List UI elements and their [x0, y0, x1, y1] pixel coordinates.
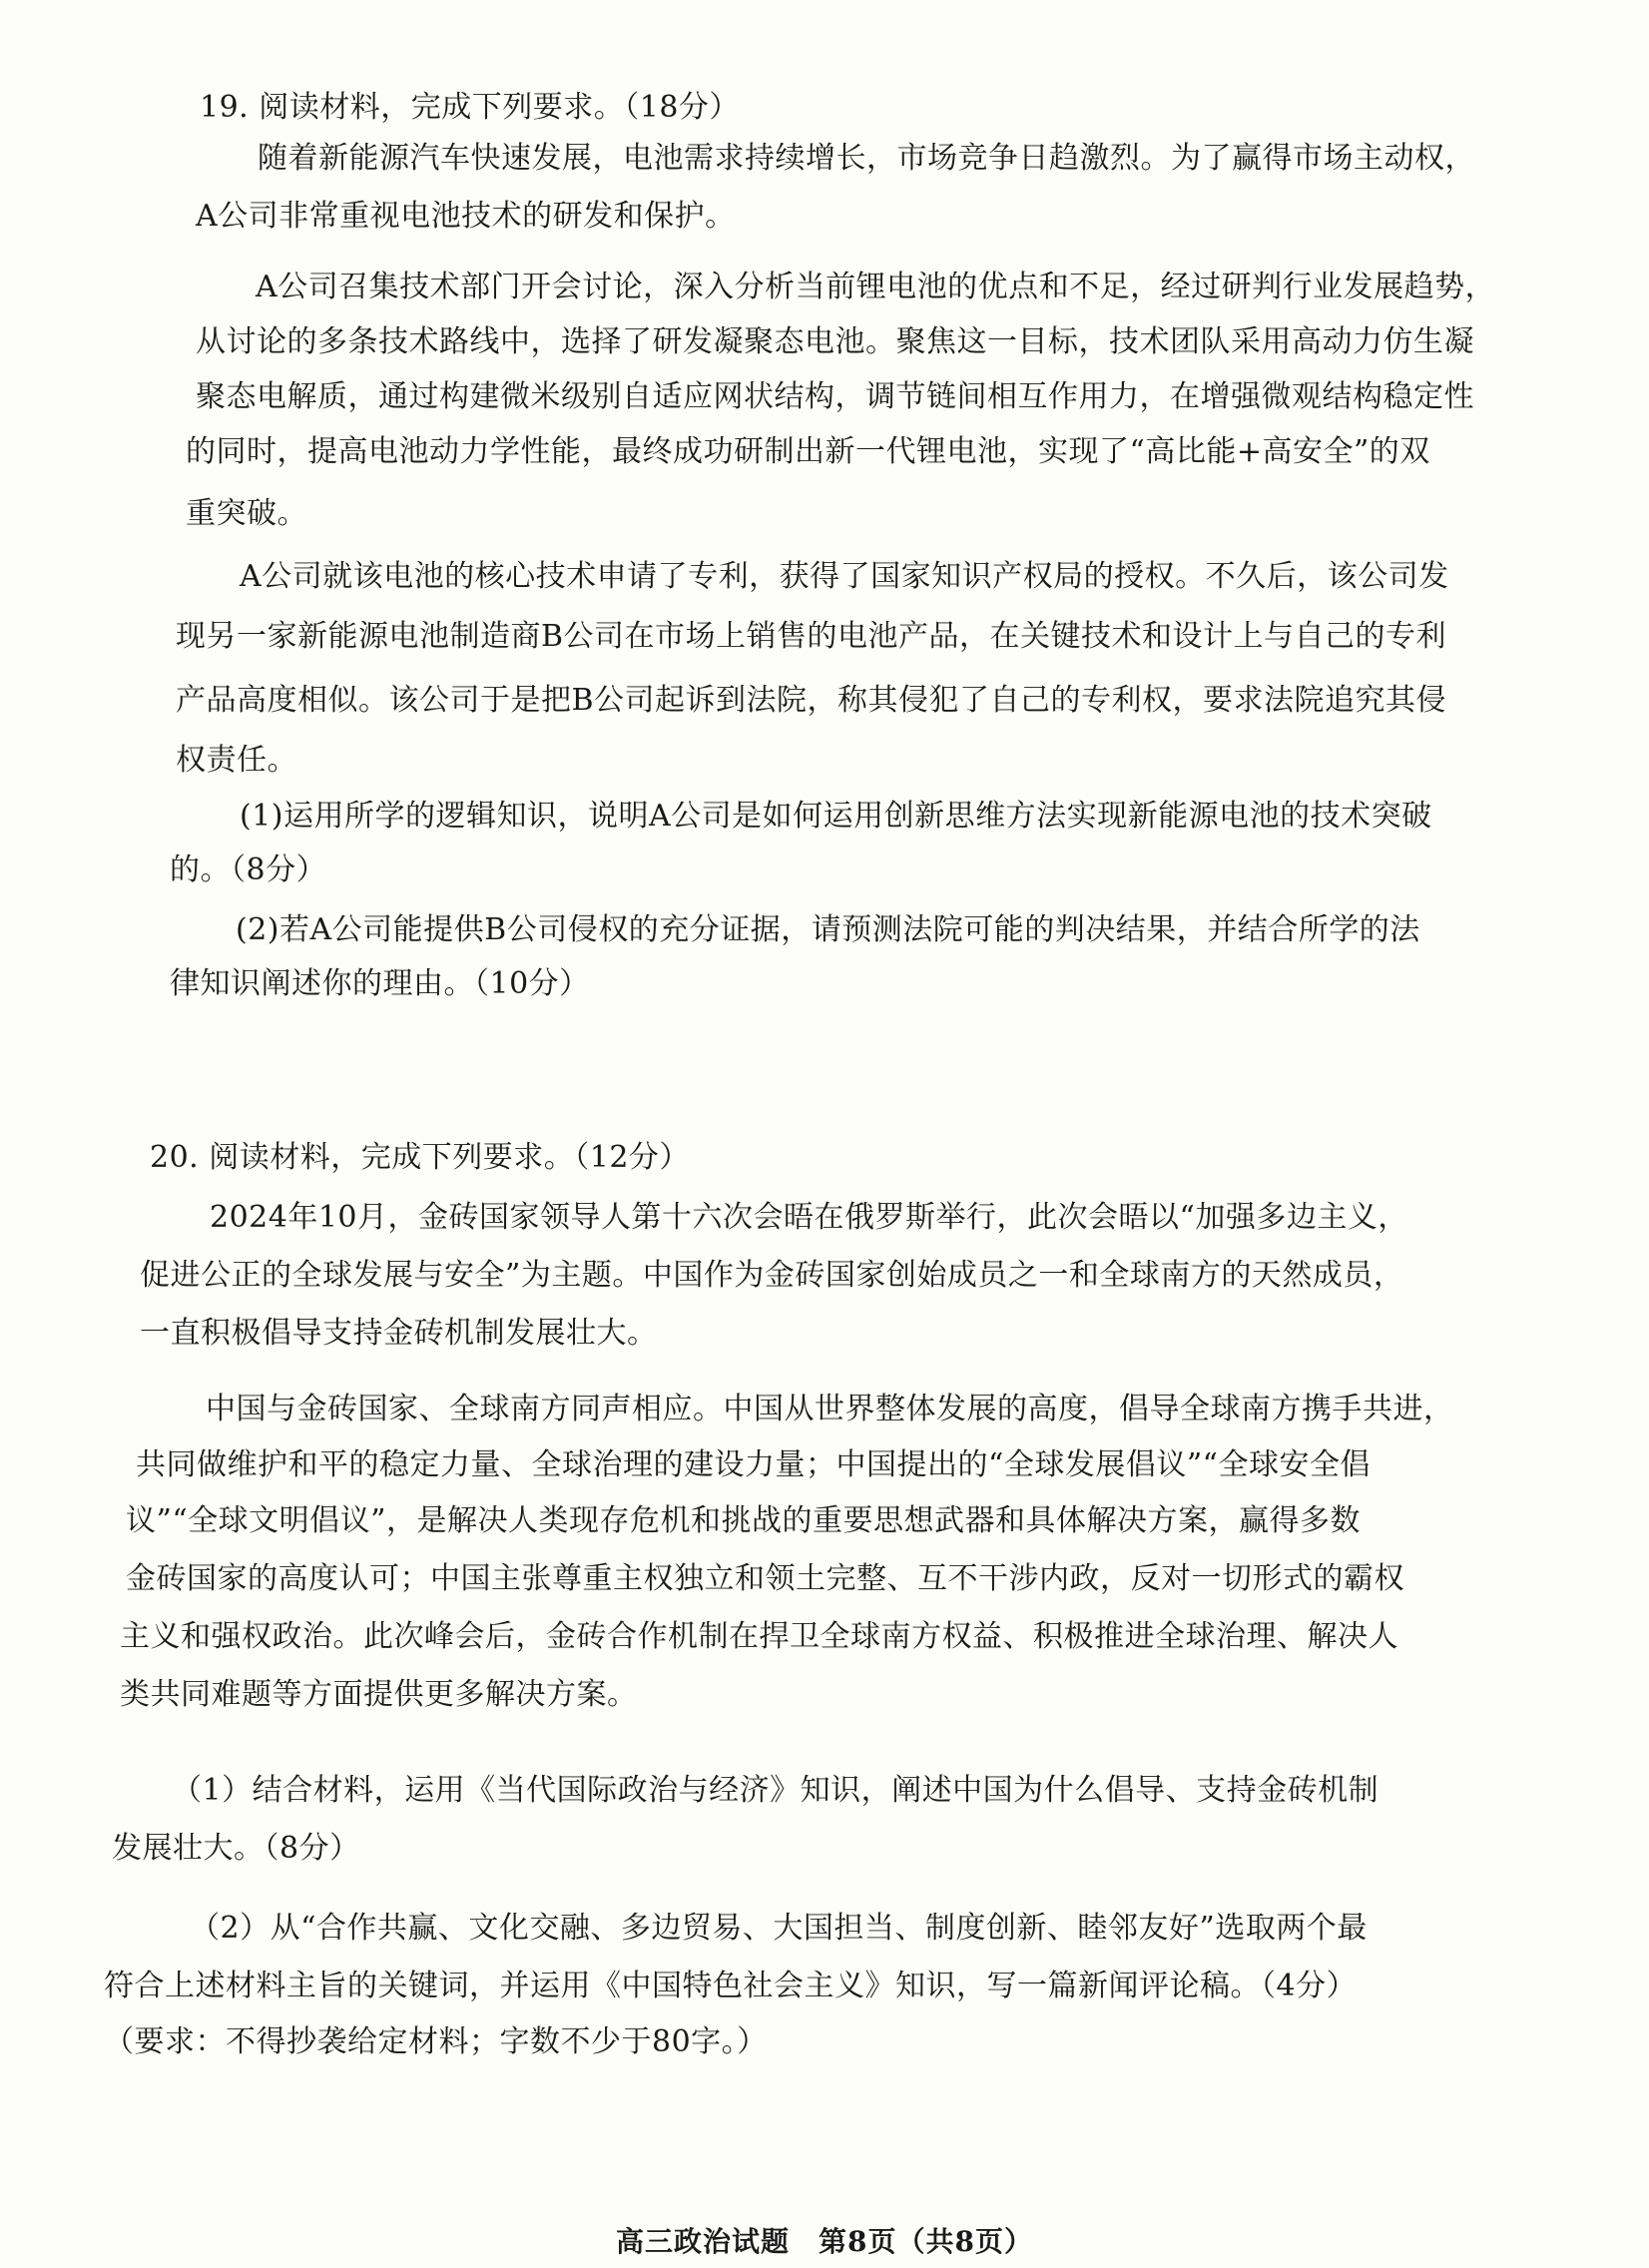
q20-heading: 20. 阅读材料，完成下列要求。（12分） [150, 1140, 690, 1175]
q20-sub1-line2: 发展壮大。（8分） [112, 1831, 360, 1866]
q20-sub1-line1: （1）结合材料，运用《当代国际政治与经济》知识，阐述中国为什么倡导、支持金砖机制 [172, 1773, 1379, 1808]
q19-p2-line3: 聚态电解质，通过构建微米级别自适应网状结构，调节链间相互作用力，在增强微观结构稳定性 [196, 379, 1474, 414]
q19-p2-line5: 重突破。 [186, 496, 307, 531]
q20-p2-line4: 金砖国家的高度认可；中国主张尊重主权独立和领土完整、互不干涉内政，反对一切形式的霸权 [126, 1561, 1404, 1596]
q19-p1-line2: A公司非常重视电池技术的研发和保护。 [196, 199, 736, 234]
q19-sub2-line1: (2)若A公司能提供B公司侵权的充分证据，请预测法院可能的判决结果，并结合所学的法 [236, 912, 1420, 947]
q20-sub2-line2: 符合上述材料主旨的关键词，并运用《中国特色社会主义》知识，写一篇新闻评论稿。（4分） [104, 1969, 1358, 2003]
q19-p2-line1: A公司召集技术部门开会讨论，深入分析当前锂电池的优点和不足，经过研判行业发展趋势， [256, 270, 1496, 304]
q19-p1-line1: 随着新能源汽车快速发展，电池需求持续增长，市场竞争日趋激烈。为了赢得市场主动权， [258, 141, 1475, 176]
page-footer: 高三政治试题 第8页（共8页） [616, 2225, 1033, 2258]
q20-p2-line5: 主义和强权政治。此次峰会后，金砖合作机制在捍卫全球南方权益、积极推进全球治理、解决人 [120, 1619, 1398, 1654]
q19-p3-line2: 现另一家新能源电池制造商B公司在市场上销售的电池产品，在关键技术和设计上与自己的专利 [176, 619, 1447, 654]
q20-sub2-line3: （要求：不得抄袭给定材料；字数不少于80字。） [104, 2024, 768, 2059]
q20-p2-line3: 议”“全球文明倡议”，是解决人类现存危机和挑战的重要思想武器和具体解决方案，赢得多数 [126, 1503, 1362, 1538]
q19-sub1-line2: 的。（8分） [170, 852, 327, 887]
q20-p1-line2: 促进公正的全球发展与安全”为主题。中国作为金砖国家创始成员之一和全球南方的天然成员， [140, 1258, 1404, 1293]
q20-p2-line6: 类共同难题等方面提供更多解决方案。 [120, 1677, 638, 1712]
q19-p3-line3: 产品高度相似。该公司于是把B公司起诉到法院，称其侵犯了自己的专利权，要求法院追究其侵 [176, 683, 1447, 718]
q19-p2-line4: 的同时，提高电池动力学性能，最终成功研制出新一代锂电池，实现了“高比能+高安全”的双 [186, 434, 1430, 469]
q20-p2-line1: 中国与金砖国家、全球南方同声相应。中国从世界整体发展的高度，倡导全球南方携手共进， [206, 1392, 1454, 1426]
q19-heading: 19. 阅读材料，完成下列要求。（18分） [200, 90, 740, 125]
q19-p2-line2: 从讨论的多条技术路线中，选择了研发凝聚态电池。聚焦这一目标，技术团队采用高动力仿生凝 [196, 324, 1474, 359]
q19-p3-line1: A公司就该电池的核心技术申请了专利，获得了国家知识产权局的授权。不久后，该公司发 [240, 559, 1449, 594]
q20-p1-line1: 2024年10月，金砖国家领导人第十六次会晤在俄罗斯举行，此次会晤以“加强多边主义， [210, 1200, 1408, 1235]
q19-p3-line4: 权责任。 [176, 743, 297, 778]
q19-sub1-line1: (1)运用所学的逻辑知识，说明A公司是如何运用创新思维方法实现新能源电池的技术突破 [240, 799, 1432, 834]
q20-sub2-line1: （2）从“合作共赢、文化交融、多边贸易、大国担当、制度创新、睦邻友好”选取两个最 [190, 1911, 1368, 1946]
q20-p2-line2: 共同做维护和平的稳定力量、全球治理的建设力量；中国提出的“全球发展倡议”“全球安全倡 [136, 1447, 1372, 1482]
q20-p1-line3: 一直积极倡导支持金砖机制发展壮大。 [140, 1316, 658, 1351]
q19-sub2-line2: 律知识阐述你的理由。（10分） [170, 966, 590, 1001]
